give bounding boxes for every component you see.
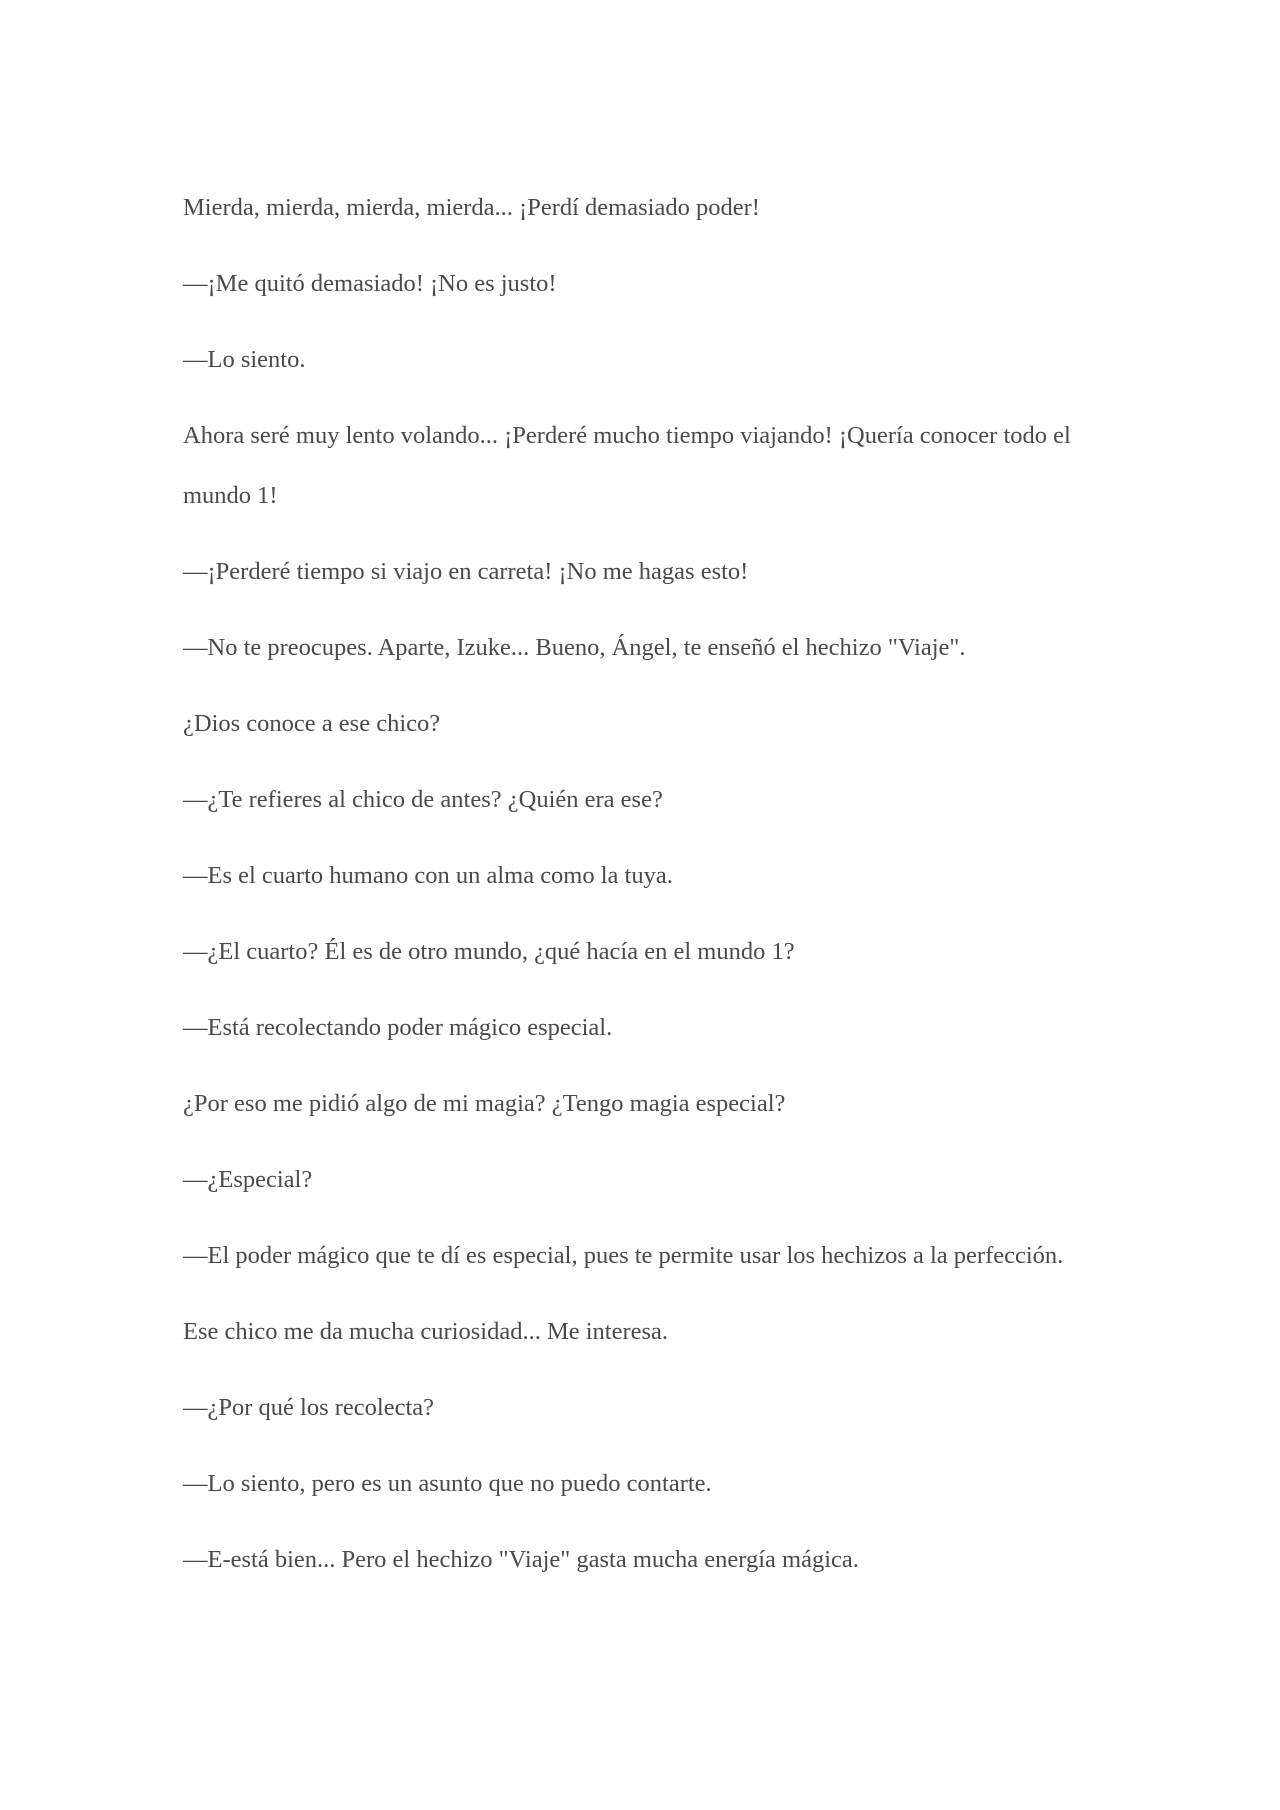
paragraph-12: ¿Por eso me pidió algo de mi magia? ¿Tengo magia especial? xyxy=(183,1090,786,1117)
paragraph-5: —¡Perderé tiempo si viajo en carreta! ¡No me hagas esto! xyxy=(183,558,749,585)
paragraph-9: —Es el cuarto humano con un alma como la tuya. xyxy=(183,862,673,889)
paragraph-13: —¿Especial? xyxy=(183,1166,313,1193)
paragraph-3: —Lo siento. xyxy=(183,346,306,373)
paragraph-10: —¿El cuarto? Él es de otro mundo, ¿qué hacía en el mundo 1? xyxy=(183,938,795,965)
document-body xyxy=(183,178,1103,1606)
paragraph-16: —¿Por qué los recolecta? xyxy=(183,1394,435,1421)
paragraph-14: —El poder mágico que te dí es especial, pues te permite usar los hechizos a la perfección. xyxy=(183,1242,1064,1269)
paragraph-6: —No te preocupes. Aparte, Izuke... Bueno, Ángel, te enseñó el hechizo "Viaje". xyxy=(183,634,966,661)
paragraph-1: Mierda, mierda, mierda, mierda... ¡Perdí demasiado poder! xyxy=(183,194,760,221)
paragraph-15: Ese chico me da mucha curiosidad... Me interesa. xyxy=(183,1318,669,1345)
paragraph-4: Ahora seré muy lento volando... ¡Perderé mucho tiempo viajando! ¡Quería conocer todo el mundo 1! xyxy=(183,422,1071,509)
paragraph-17: —Lo siento, pero es un asunto que no puedo contarte. xyxy=(183,1470,712,1497)
paragraph-8: —¿Te refieres al chico de antes? ¿Quién era ese? xyxy=(183,786,663,813)
paragraph-11: —Está recolectando poder mágico especial. xyxy=(183,1014,613,1041)
paragraph-2: —¡Me quitó demasiado! ¡No es justo! xyxy=(183,270,557,297)
paragraph-18: —E-está bien... Pero el hechizo "Viaje" gasta mucha energía mágica. xyxy=(183,1546,859,1573)
paragraph-7: ¿Dios conoce a ese chico? xyxy=(183,710,441,737)
